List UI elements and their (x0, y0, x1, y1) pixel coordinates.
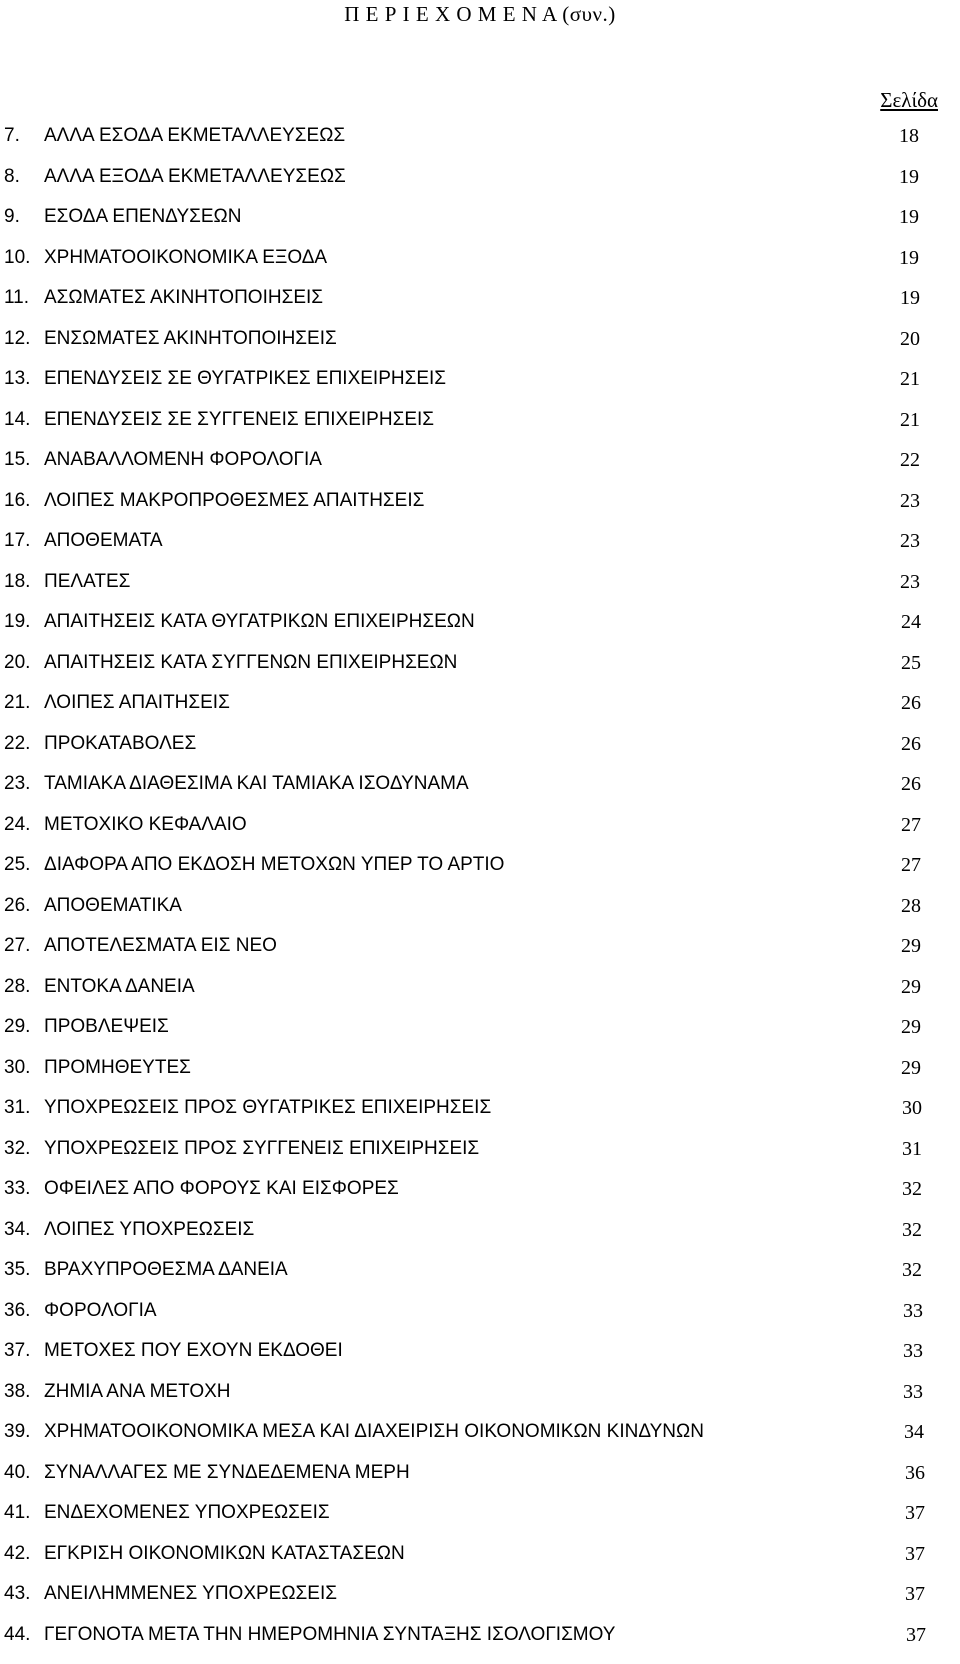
toc-entry-title: ΠΕΛΑΤΕΣ (44, 571, 130, 593)
toc-entry-page-number: 33 (903, 1340, 923, 1362)
toc-entry-page-number: 31 (902, 1138, 922, 1160)
toc-entry-page-number: 19 (900, 287, 920, 309)
toc-entry-page-number: 32 (902, 1219, 922, 1241)
toc-entry-number: 44. (4, 1624, 30, 1646)
toc-entry-number: 31. (4, 1097, 30, 1119)
toc-entry[interactable] (0, 1057, 960, 1098)
toc-entry-title: ΑΛΛΑ ΕΞΟΔΑ ΕΚΜΕΤΑΛΛΕΥΣΕΩΣ (44, 166, 346, 188)
toc-entry-number: 20. (4, 652, 30, 674)
toc-entry-number: 26. (4, 895, 30, 917)
toc-entry-number: 15. (4, 449, 30, 471)
toc-entry[interactable] (0, 935, 960, 976)
toc-entry-title: ΤΑΜΙΑΚΑ ΔΙΑΘΕΣΙΜΑ ΚΑΙ ΤΑΜΙΑΚΑ ΙΣΟΔΥΝΑΜΑ (44, 773, 469, 795)
toc-entry[interactable] (0, 368, 960, 409)
toc-entry-page-number: 21 (900, 409, 920, 431)
toc-entry-page-number: 26 (901, 692, 921, 714)
table-of-contents (0, 125, 960, 1664)
toc-entry-number: 23. (4, 773, 30, 795)
toc-entry[interactable] (0, 1219, 960, 1260)
toc-entry-page-number: 23 (900, 530, 920, 552)
toc-entry-number: 18. (4, 571, 30, 593)
toc-entry-number: 16. (4, 490, 30, 512)
toc-entry-number: 21. (4, 692, 30, 714)
toc-entry-title: ΕΝΤΟΚΑ ΔΑΝΕΙΑ (44, 976, 195, 998)
toc-entry-page-number: 32 (902, 1178, 922, 1200)
toc-entry-page-number: 27 (901, 814, 921, 836)
toc-entry-number: 17. (4, 530, 30, 552)
toc-entry[interactable] (0, 125, 960, 166)
toc-entry-title: ΛΟΙΠΕΣ ΥΠΟΧΡΕΩΣΕΙΣ (44, 1219, 254, 1241)
toc-entry[interactable] (0, 692, 960, 733)
toc-entry-title: ΠΡΟΜΗΘΕΥΤΕΣ (44, 1057, 191, 1079)
toc-entry-page-number: 22 (900, 449, 920, 471)
toc-entry-title: ΑΠΑΙΤΗΣΕΙΣ ΚΑΤΑ ΘΥΓΑΤΡΙΚΩΝ ΕΠΙΧΕΙΡΗΣΕΩΝ (44, 611, 475, 633)
page-title: Π Ε Ρ Ι Ε Χ Ο Μ Ε Ν Α (συν.) (0, 2, 960, 27)
toc-entry-number: 8. (4, 166, 20, 188)
toc-entry-title: ΜΕΤΟΧΙΚΟ ΚΕΦΑΛΑΙΟ (44, 814, 247, 836)
toc-entry-number: 7. (4, 125, 20, 147)
toc-entry-page-number: 23 (900, 571, 920, 593)
toc-entry[interactable] (0, 247, 960, 288)
toc-entry-title: ΑΝΑΒΑΛΛΟΜΕΝΗ ΦΟΡΟΛΟΓΙΑ (44, 449, 322, 471)
toc-entry-title: ΜΕΤΟΧΕΣ ΠΟΥ ΕΧΟΥΝ ΕΚΔΟΘΕΙ (44, 1340, 343, 1362)
toc-entry[interactable] (0, 1421, 960, 1462)
toc-entry[interactable] (0, 814, 960, 855)
toc-entry[interactable] (0, 287, 960, 328)
toc-entry-title: ΛΟΙΠΕΣ ΑΠΑΙΤΗΣΕΙΣ (44, 692, 230, 714)
toc-entry-title: ΑΠΑΙΤΗΣΕΙΣ ΚΑΤΑ ΣΥΓΓΕΝΩΝ ΕΠΙΧΕΙΡΗΣΕΩΝ (44, 652, 457, 674)
toc-entry-title: ΕΠΕΝΔΥΣΕΙΣ ΣΕ ΘΥΓΑΤΡΙΚΕΣ ΕΠΙΧΕΙΡΗΣΕΙΣ (44, 368, 446, 390)
toc-entry-number: 32. (4, 1138, 30, 1160)
toc-entry-page-number: 19 (899, 166, 919, 188)
toc-entry-number: 30. (4, 1057, 30, 1079)
toc-entry-page-number: 36 (905, 1462, 925, 1484)
toc-entry[interactable] (0, 1502, 960, 1543)
toc-entry-page-number: 24 (901, 611, 921, 633)
toc-entry-title: ΑΣΩΜΑΤΕΣ ΑΚΙΝΗΤΟΠΟΙΗΣΕΙΣ (44, 287, 323, 309)
toc-entry-number: 19. (4, 611, 30, 633)
toc-entry-title: ΑΛΛΑ ΕΣΟΔΑ ΕΚΜΕΤΑΛΛΕΥΣΕΩΣ (44, 125, 345, 147)
toc-entry-title: ΑΠΟΘΕΜΑΤΙΚΑ (44, 895, 182, 917)
toc-entry-page-number: 18 (899, 125, 919, 147)
toc-entry-page-number: 21 (900, 368, 920, 390)
toc-entry-number: 34. (4, 1219, 30, 1241)
toc-entry-title: ΕΣΟΔΑ ΕΠΕΝΔΥΣΕΩΝ (44, 206, 241, 228)
toc-entry[interactable] (0, 1178, 960, 1219)
toc-entry-title: ΕΝΔΕΧΟΜΕΝΕΣ ΥΠΟΧΡΕΩΣΕΙΣ (44, 1502, 330, 1524)
toc-entry-number: 22. (4, 733, 30, 755)
toc-entry-title: ΦΟΡΟΛΟΓΙΑ (44, 1300, 157, 1322)
toc-entry-title: ΠΡΟΚΑΤΑΒΟΛΕΣ (44, 733, 196, 755)
toc-entry-title: ΧΡΗΜΑΤΟΟΙΚΟΝΟΜΙΚΑ ΜΕΣΑ ΚΑΙ ΔΙΑΧΕΙΡΙΣΗ ΟΙΚΟΝΟΜΙΚΩΝ ΚΙΝΔΥΝΩΝ (44, 1421, 704, 1443)
toc-entry-title: ΑΠΟΤΕΛΕΣΜΑΤΑ ΕΙΣ ΝΕΟ (44, 935, 277, 957)
toc-entry[interactable] (0, 1583, 960, 1624)
toc-entry[interactable] (0, 733, 960, 774)
toc-entry-title: ΥΠΟΧΡΕΩΣΕΙΣ ΠΡΟΣ ΣΥΓΓΕΝΕΙΣ ΕΠΙΧΕΙΡΗΣΕΙΣ (44, 1138, 479, 1160)
toc-entry-number: 28. (4, 976, 30, 998)
toc-entry-page-number: 29 (901, 1016, 921, 1038)
toc-entry-title: ΟΦΕΙΛΕΣ ΑΠΟ ΦΟΡΟΥΣ ΚΑΙ ΕΙΣΦΟΡΕΣ (44, 1178, 399, 1200)
toc-entry-number: 29. (4, 1016, 30, 1038)
toc-entry[interactable] (0, 652, 960, 693)
toc-entry-title: ΕΓΚΡΙΣΗ ΟΙΚΟΝΟΜΙΚΩΝ ΚΑΤΑΣΤΑΣΕΩΝ (44, 1543, 405, 1565)
toc-entry-page-number: 26 (901, 733, 921, 755)
toc-entry-page-number: 20 (900, 328, 920, 350)
toc-entry-number: 37. (4, 1340, 30, 1362)
toc-entry-page-number: 34 (904, 1421, 924, 1443)
toc-entry-number: 43. (4, 1583, 30, 1605)
toc-entry-page-number: 37 (905, 1502, 925, 1524)
toc-entry[interactable] (0, 1016, 960, 1057)
toc-entry-title: ΓΕΓΟΝΟΤΑ ΜΕΤΑ ΤΗΝ ΗΜΕΡΟΜΗΝΙΑ ΣΥΝΤΑΞΗΣ ΙΣΟΛΟΓΙΣΜΟΥ (44, 1624, 615, 1646)
toc-entry-number: 36. (4, 1300, 30, 1322)
toc-entry-number: 40. (4, 1462, 30, 1484)
toc-entry-page-number: 19 (899, 206, 919, 228)
toc-entry-title: ΑΠΟΘΕΜΑΤΑ (44, 530, 163, 552)
toc-entry-page-number: 37 (906, 1624, 926, 1646)
toc-entry[interactable] (0, 530, 960, 571)
toc-entry-page-number: 37 (905, 1583, 925, 1605)
toc-entry-page-number: 26 (901, 773, 921, 795)
toc-entry[interactable] (0, 1543, 960, 1584)
toc-entry-page-number: 29 (901, 1057, 921, 1079)
toc-entry-page-number: 29 (901, 935, 921, 957)
toc-entry[interactable] (0, 449, 960, 490)
toc-entry-title: ΕΠΕΝΔΥΣΕΙΣ ΣΕ ΣΥΓΓΕΝΕΙΣ ΕΠΙΧΕΙΡΗΣΕΙΣ (44, 409, 434, 431)
toc-entry-title: ΕΝΣΩΜΑΤΕΣ ΑΚΙΝΗΤΟΠΟΙΗΣΕΙΣ (44, 328, 337, 350)
toc-entry-number: 35. (4, 1259, 30, 1281)
toc-entry-number: 24. (4, 814, 30, 836)
toc-entry-page-number: 25 (901, 652, 921, 674)
toc-entry-page-number: 29 (901, 976, 921, 998)
toc-entry-page-number: 37 (905, 1543, 925, 1565)
toc-entry[interactable] (0, 1097, 960, 1138)
toc-entry-page-number: 27 (901, 854, 921, 876)
toc-entry-page-number: 32 (902, 1259, 922, 1281)
toc-entry-number: 25. (4, 854, 30, 876)
toc-entry[interactable] (0, 409, 960, 450)
toc-entry[interactable] (0, 854, 960, 895)
toc-entry[interactable] (0, 895, 960, 936)
toc-entry[interactable] (0, 1462, 960, 1503)
toc-entry[interactable] (0, 1138, 960, 1179)
toc-entry-page-number: 28 (901, 895, 921, 917)
toc-entry-title: ΠΡΟΒΛΕΨΕΙΣ (44, 1016, 169, 1038)
toc-entry[interactable] (0, 773, 960, 814)
toc-entry-page-number: 33 (903, 1300, 923, 1322)
toc-entry-page-number: 19 (899, 247, 919, 269)
toc-entry-number: 42. (4, 1543, 30, 1565)
toc-entry[interactable] (0, 1624, 960, 1664)
toc-entry-number: 38. (4, 1381, 30, 1403)
toc-entry-title: ΑΝΕΙΛΗΜΜΕΝΕΣ ΥΠΟΧΡΕΩΣΕΙΣ (44, 1583, 337, 1605)
toc-entry[interactable] (0, 328, 960, 369)
toc-entry[interactable] (0, 1381, 960, 1422)
toc-entry[interactable] (0, 1300, 960, 1341)
toc-entry-title: ΔΙΑΦΟΡΑ ΑΠΟ ΕΚΔΟΣΗ ΜΕΤΟΧΩΝ ΥΠΕΡ ΤΟ ΑΡΤΙΟ (44, 854, 504, 876)
toc-entry-page-number: 23 (900, 490, 920, 512)
toc-entry-title: ΥΠΟΧΡΕΩΣΕΙΣ ΠΡΟΣ ΘΥΓΑΤΡΙΚΕΣ ΕΠΙΧΕΙΡΗΣΕΙΣ (44, 1097, 491, 1119)
toc-entry-page-number: 30 (902, 1097, 922, 1119)
toc-entry[interactable] (0, 1259, 960, 1300)
toc-entry-title: ΣΥΝΑΛΛΑΓΕΣ ΜΕ ΣΥΝΔΕΔΕΜΕΝΑ ΜΕΡΗ (44, 1462, 410, 1484)
toc-entry[interactable] (0, 571, 960, 612)
toc-entry-number: 9. (4, 206, 20, 228)
toc-entry-number: 27. (4, 935, 30, 957)
toc-entry-page-number: 33 (903, 1381, 923, 1403)
toc-entry[interactable] (0, 1340, 960, 1381)
toc-entry[interactable] (0, 976, 960, 1017)
toc-entry-number: 11. (4, 287, 29, 309)
toc-entry-number: 39. (4, 1421, 30, 1443)
toc-entry-number: 12. (4, 328, 30, 350)
toc-entry-number: 13. (4, 368, 30, 390)
toc-entry-number: 14. (4, 409, 30, 431)
toc-entry-number: 33. (4, 1178, 30, 1200)
toc-entry-title: ΖΗΜΙΑ ΑΝΑ ΜΕΤΟΧΗ (44, 1381, 231, 1403)
toc-entry-number: 10. (4, 247, 30, 269)
page-column-header: Σελίδα (880, 88, 938, 113)
toc-entry-number: 41. (4, 1502, 30, 1524)
toc-entry-title: ΧΡΗΜΑΤΟΟΙΚΟΝΟΜΙΚΑ ΕΞΟΔΑ (44, 247, 327, 269)
toc-entry[interactable] (0, 206, 960, 247)
toc-entry-title: ΛΟΙΠΕΣ ΜΑΚΡΟΠΡΟΘΕΣΜΕΣ ΑΠΑΙΤΗΣΕΙΣ (44, 490, 424, 512)
toc-entry[interactable] (0, 490, 960, 531)
toc-entry[interactable] (0, 611, 960, 652)
toc-entry[interactable] (0, 166, 960, 207)
toc-entry-title: ΒΡΑΧΥΠΡΟΘΕΣΜΑ ΔΑΝΕΙΑ (44, 1259, 288, 1281)
